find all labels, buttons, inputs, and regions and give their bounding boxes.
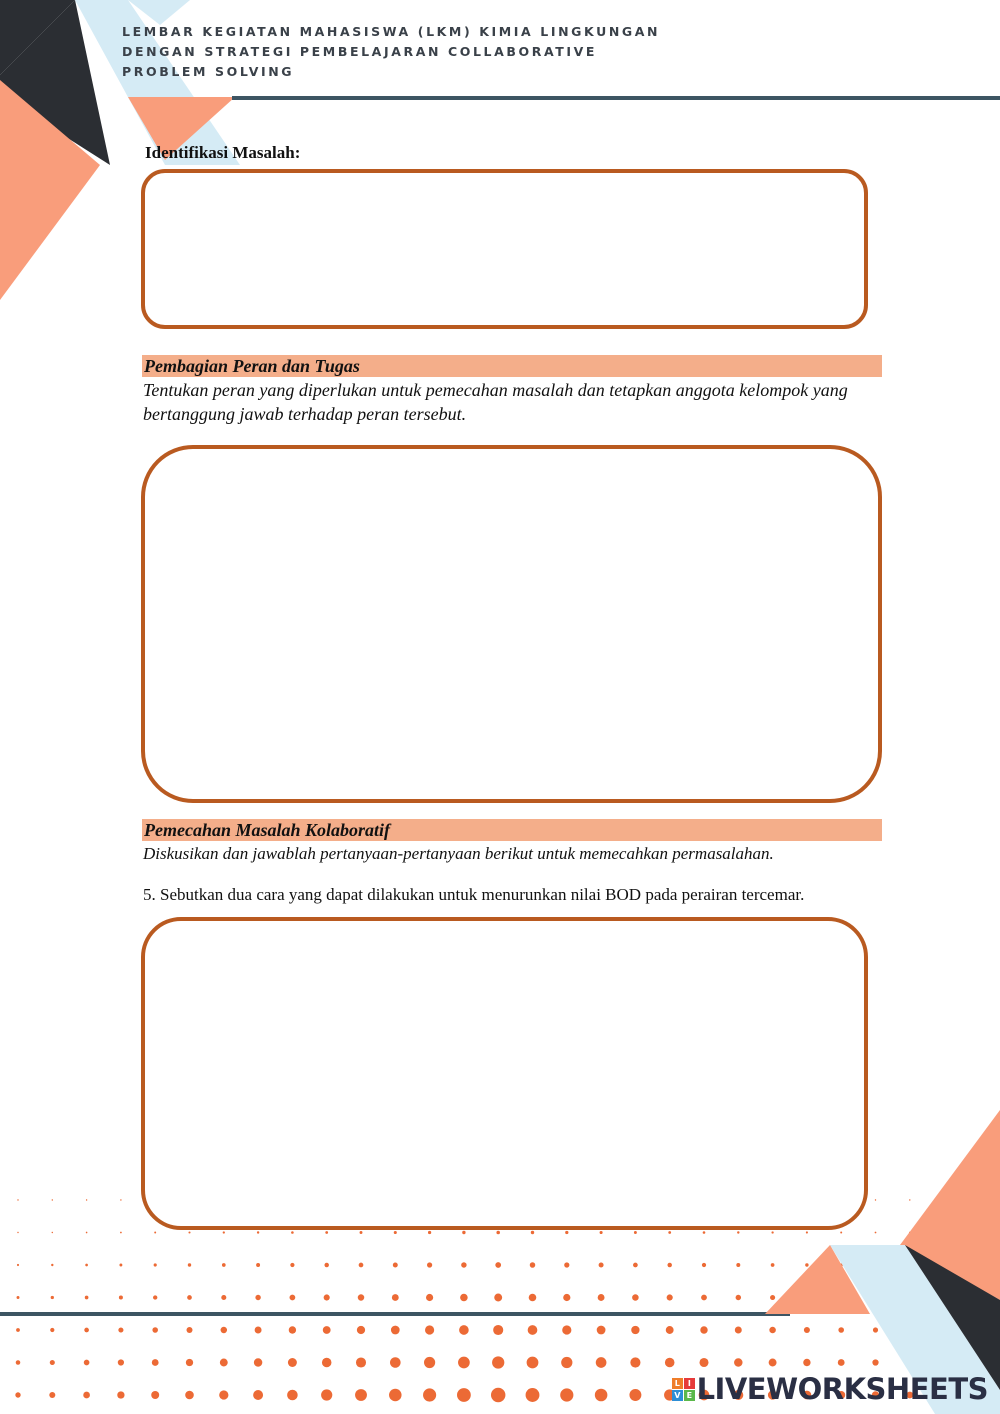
pattern-dot bbox=[563, 1294, 570, 1301]
pattern-dot bbox=[527, 1357, 539, 1369]
pattern-dot bbox=[491, 1388, 505, 1402]
logo-letter-v: V bbox=[672, 1390, 683, 1401]
pattern-dot bbox=[457, 1388, 471, 1402]
pattern-dot bbox=[427, 1262, 432, 1267]
pattern-dot bbox=[632, 1294, 639, 1301]
pattern-dot bbox=[324, 1263, 328, 1267]
pattern-dot bbox=[255, 1327, 262, 1334]
pattern-dot bbox=[287, 1390, 298, 1401]
pattern-dot bbox=[667, 1263, 671, 1267]
pattern-dot bbox=[219, 1390, 228, 1399]
logo-letter-l: L bbox=[672, 1378, 683, 1389]
pattern-dot bbox=[358, 1294, 365, 1301]
pattern-dot bbox=[462, 1231, 465, 1234]
pattern-dot bbox=[390, 1357, 401, 1368]
pattern-dot bbox=[735, 1327, 742, 1334]
pattern-dot bbox=[359, 1263, 364, 1268]
bottom-rule-line bbox=[0, 1312, 790, 1316]
pattern-dot bbox=[769, 1327, 776, 1334]
pattern-dot bbox=[391, 1326, 400, 1335]
pattern-dot bbox=[356, 1357, 366, 1367]
pattern-dot bbox=[461, 1262, 466, 1267]
liveworksheets-brand[interactable] bbox=[672, 1372, 988, 1406]
pattern-dot bbox=[667, 1294, 673, 1300]
pattern-dot bbox=[16, 1328, 20, 1332]
pattern-dot bbox=[460, 1294, 468, 1302]
pattern-dot bbox=[560, 1388, 573, 1401]
pattern-dot bbox=[634, 1231, 637, 1234]
pattern-dot bbox=[666, 1326, 674, 1334]
pattern-dot bbox=[154, 1232, 156, 1234]
pattern-dot bbox=[392, 1294, 399, 1301]
pattern-dot bbox=[804, 1327, 810, 1333]
pattern-dot bbox=[16, 1360, 21, 1365]
pattern-dot bbox=[187, 1295, 192, 1300]
pattern-dot bbox=[699, 1358, 708, 1367]
question-5-answer-box[interactable] bbox=[141, 917, 868, 1230]
pattern-dot bbox=[17, 1264, 19, 1266]
pattern-dot bbox=[458, 1357, 470, 1369]
identifikasi-answer-box[interactable] bbox=[141, 169, 868, 329]
pattern-dot bbox=[493, 1325, 503, 1335]
pattern-dot bbox=[700, 1326, 707, 1333]
pattern-dot bbox=[256, 1263, 260, 1267]
pattern-dot bbox=[736, 1295, 741, 1300]
pattern-dot bbox=[152, 1327, 158, 1333]
pembagian-answer-box[interactable] bbox=[141, 445, 882, 803]
pattern-dot bbox=[873, 1327, 878, 1332]
pattern-dot bbox=[423, 1388, 436, 1401]
pattern-dot bbox=[736, 1263, 740, 1267]
pattern-dot bbox=[598, 1294, 605, 1301]
pattern-dot bbox=[221, 1295, 226, 1300]
pattern-dot bbox=[188, 1231, 190, 1233]
pattern-dot bbox=[769, 1359, 777, 1367]
pattern-dot bbox=[83, 1392, 90, 1399]
pattern-dot bbox=[86, 1199, 87, 1200]
pattern-dot bbox=[51, 1264, 53, 1266]
pattern-dot bbox=[425, 1325, 434, 1334]
pattern-dot bbox=[838, 1327, 844, 1333]
pattern-dot bbox=[770, 1295, 775, 1300]
pattern-dot bbox=[629, 1389, 641, 1401]
pattern-dot bbox=[52, 1199, 53, 1200]
pattern-dot bbox=[120, 1232, 122, 1234]
pattern-dot bbox=[50, 1360, 55, 1365]
pattern-dot bbox=[322, 1358, 332, 1368]
pattern-dot bbox=[909, 1199, 910, 1200]
document-header bbox=[122, 22, 660, 82]
pattern-dot bbox=[357, 1326, 365, 1334]
logo-letter-i: I bbox=[684, 1378, 695, 1389]
pattern-dot bbox=[152, 1359, 159, 1366]
pattern-dot bbox=[325, 1231, 328, 1234]
pattern-dot bbox=[528, 1325, 538, 1335]
pattern-dot bbox=[630, 1357, 640, 1367]
pattern-dot bbox=[872, 1359, 878, 1365]
pattern-dot bbox=[599, 1263, 604, 1268]
pattern-dot bbox=[255, 1295, 260, 1300]
pemecahan-section-title: Pemecahan Masalah Kolaboratif bbox=[142, 819, 882, 841]
pattern-dot bbox=[702, 1263, 706, 1267]
pattern-dot bbox=[492, 1356, 504, 1368]
pattern-dot bbox=[118, 1327, 123, 1332]
pattern-dot bbox=[459, 1325, 469, 1335]
pattern-dot bbox=[222, 1263, 226, 1267]
pembagian-instruction: Tentukan peran yang diperlukan untuk pemecahan masalah dan tetapkan anggota kelompok yang bertanggung jawab terhadap peran tersebut. bbox=[143, 380, 848, 424]
pattern-dot bbox=[52, 1232, 53, 1233]
liveworksheets-logo-icon bbox=[672, 1378, 695, 1401]
pattern-dot bbox=[393, 1263, 398, 1268]
pattern-dot bbox=[701, 1295, 707, 1301]
pattern-dot bbox=[50, 1328, 54, 1332]
pattern-dot bbox=[186, 1359, 193, 1366]
pattern-dot bbox=[703, 1231, 706, 1234]
pattern-dot bbox=[840, 1232, 842, 1234]
pattern-dot bbox=[321, 1389, 332, 1400]
pembagian-section-title: Pembagian Peran dan Tugas bbox=[142, 355, 882, 377]
pattern-dot bbox=[84, 1328, 89, 1333]
pattern-dot bbox=[154, 1263, 157, 1266]
pattern-dot bbox=[806, 1231, 808, 1233]
pattern-dot bbox=[49, 1392, 55, 1398]
pattern-dot bbox=[289, 1326, 296, 1333]
top-rule-line bbox=[232, 96, 1000, 100]
pattern-dot bbox=[185, 1391, 194, 1400]
pattern-dot bbox=[17, 1232, 18, 1233]
pattern-dot bbox=[803, 1359, 810, 1366]
pattern-dot bbox=[221, 1327, 227, 1333]
pattern-dot bbox=[494, 1294, 502, 1302]
pattern-dot bbox=[600, 1231, 603, 1234]
pattern-dot bbox=[119, 1295, 123, 1299]
pattern-dot bbox=[86, 1232, 88, 1234]
pattern-dot bbox=[119, 1264, 122, 1267]
pattern-dot bbox=[186, 1327, 192, 1333]
pattern-dot bbox=[595, 1389, 608, 1402]
pattern-dot bbox=[596, 1357, 607, 1368]
pattern-dot bbox=[151, 1391, 159, 1399]
pattern-dot bbox=[734, 1358, 742, 1366]
pattern-dot bbox=[120, 1199, 121, 1200]
header-line-1: LEMBAR KEGIATAN MAHASISWA (LKM) KIMIA LINGKUNGAN bbox=[122, 24, 661, 39]
pattern-dot bbox=[117, 1391, 124, 1398]
pattern-dot bbox=[188, 1263, 191, 1266]
pattern-dot bbox=[428, 1231, 431, 1234]
pattern-dot bbox=[565, 1231, 568, 1234]
logo-letter-e: E bbox=[684, 1390, 695, 1401]
pattern-dot bbox=[665, 1358, 675, 1368]
pattern-dot bbox=[85, 1264, 88, 1267]
pattern-dot bbox=[15, 1392, 20, 1397]
pattern-dot bbox=[85, 1296, 89, 1300]
pattern-dot bbox=[257, 1231, 259, 1233]
pattern-dot bbox=[771, 1263, 775, 1267]
identifikasi-label: Identifikasi Masalah: bbox=[145, 143, 301, 162]
pattern-dot bbox=[253, 1390, 263, 1400]
pattern-dot bbox=[360, 1231, 363, 1234]
header-line-3: PROBLEM SOLVING bbox=[122, 64, 295, 79]
pattern-dot bbox=[288, 1358, 297, 1367]
pattern-dot bbox=[291, 1231, 294, 1234]
pattern-dot bbox=[153, 1295, 157, 1299]
header-line-2: DENGAN STRATEGI PEMBELAJARAN COLLABORATIVE bbox=[122, 44, 598, 59]
pattern-dot bbox=[668, 1231, 671, 1234]
pattern-dot bbox=[529, 1294, 537, 1302]
pattern-dot bbox=[290, 1263, 294, 1267]
pattern-dot bbox=[597, 1326, 606, 1335]
pattern-dot bbox=[875, 1232, 877, 1234]
pattern-dot bbox=[324, 1294, 330, 1300]
pattern-dot bbox=[561, 1357, 572, 1368]
pattern-dot bbox=[771, 1231, 773, 1233]
pattern-dot bbox=[875, 1199, 876, 1200]
pattern-dot bbox=[838, 1359, 845, 1366]
pattern-dot bbox=[426, 1294, 433, 1301]
pattern-dot bbox=[633, 1263, 638, 1268]
pattern-dot bbox=[220, 1359, 228, 1367]
pattern-dot bbox=[530, 1262, 536, 1268]
pattern-dot bbox=[223, 1231, 225, 1233]
pattern-dot bbox=[355, 1389, 367, 1401]
question-5: 5. Sebutkan dua cara yang dapat dilakukan untuk menurunkan nilai BOD pada perairan tercemar. bbox=[143, 885, 805, 904]
pattern-dot bbox=[496, 1231, 500, 1235]
pattern-dot bbox=[737, 1231, 739, 1233]
pattern-dot bbox=[118, 1359, 124, 1365]
pattern-dot bbox=[805, 1263, 808, 1266]
pemecahan-instruction: Diskusikan dan jawablah pertanyaan-pertanyaan berikut untuk memecahkan permasalahan. bbox=[143, 844, 774, 863]
pattern-dot bbox=[323, 1326, 331, 1334]
pattern-dot bbox=[531, 1231, 534, 1234]
pattern-dot bbox=[84, 1360, 90, 1366]
liveworksheets-text: LIVEWORKSHEETS bbox=[696, 1372, 988, 1406]
pattern-dot bbox=[495, 1262, 501, 1268]
pattern-dot bbox=[51, 1296, 54, 1299]
pattern-dot bbox=[290, 1295, 296, 1301]
pattern-dot bbox=[564, 1262, 569, 1267]
pattern-dot bbox=[526, 1388, 540, 1402]
pattern-dot bbox=[394, 1231, 397, 1234]
pattern-dot bbox=[17, 1199, 18, 1200]
pattern-dot bbox=[631, 1326, 639, 1334]
pattern-dot bbox=[254, 1358, 262, 1366]
pattern-dot bbox=[562, 1325, 571, 1334]
pattern-dot bbox=[17, 1296, 20, 1299]
pattern-dot bbox=[389, 1389, 402, 1402]
pattern-dot bbox=[424, 1357, 435, 1368]
